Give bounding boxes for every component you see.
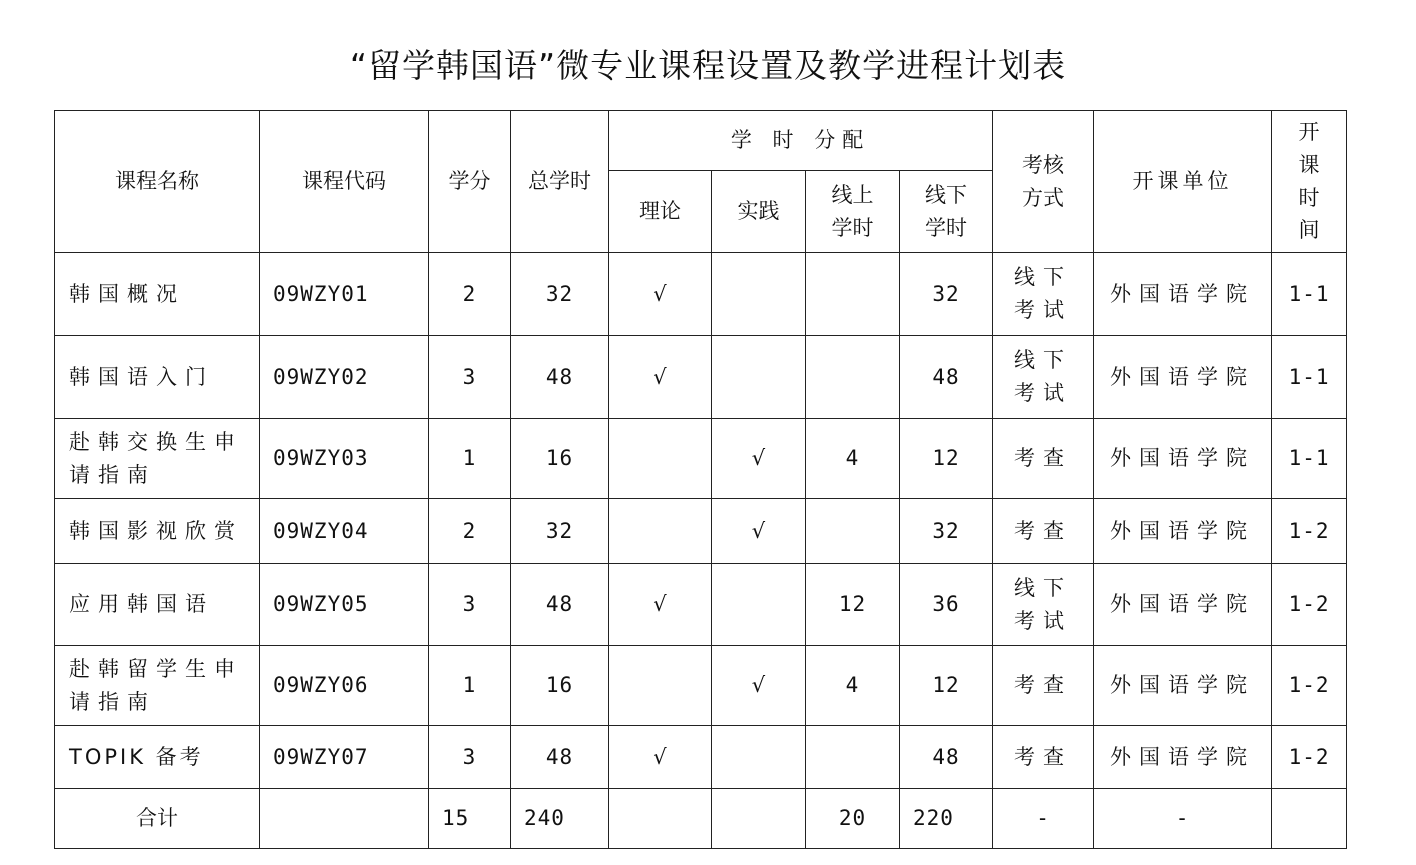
- offering-time-cell: 1-2: [1272, 564, 1347, 646]
- offline-hours-cell: 32: [900, 253, 993, 336]
- table-row: [55, 253, 1347, 336]
- exam-method-cell: 线下考试: [993, 564, 1094, 646]
- practice-cell: [712, 726, 806, 789]
- department-cell: 外国语学院: [1094, 564, 1272, 646]
- theory-cell: [609, 646, 712, 726]
- table-row: [55, 499, 1347, 564]
- table-row: [55, 564, 1347, 646]
- department-cell: 外国语学院: [1094, 253, 1272, 336]
- theory-cell: √: [609, 726, 712, 789]
- header-credits: 学分: [429, 111, 511, 253]
- course-name-cell: 赴韩留学生申请指南: [55, 646, 260, 726]
- course-code-cell: 09WZY04: [260, 499, 429, 564]
- practice-cell: √: [712, 419, 806, 499]
- online-hours-cell: [806, 336, 900, 419]
- total-exam-cell: -: [993, 789, 1094, 849]
- offline-hours-cell: 12: [900, 646, 993, 726]
- total-credits-cell: 15: [429, 789, 511, 849]
- online-hours-cell: 4: [806, 419, 900, 499]
- department-cell: 外国语学院: [1094, 419, 1272, 499]
- credits-cell: 2: [429, 253, 511, 336]
- header-online-line-2: 学时: [831, 215, 874, 240]
- exam-method-cell: 考查: [993, 646, 1094, 726]
- online-hours-cell: [806, 499, 900, 564]
- credits-cell: 2: [429, 499, 511, 564]
- department-cell: 外国语学院: [1094, 336, 1272, 419]
- theory-cell: [609, 499, 712, 564]
- course-name-cell: 韩国语入门: [55, 336, 260, 419]
- course-code-cell: 09WZY07: [260, 726, 429, 789]
- total-hours-total-cell: 240: [511, 789, 609, 849]
- course-name-cell: 韩国概况: [55, 253, 260, 336]
- total-hours-cell: 16: [511, 646, 609, 726]
- department-cell: 外国语学院: [1094, 726, 1272, 789]
- offline-hours-cell: 12: [900, 419, 993, 499]
- header-practice: 实践: [712, 171, 806, 253]
- page-title: “留学韩国语”微专业课程设置及教学进程计划表: [349, 46, 1067, 85]
- practice-cell: √: [712, 499, 806, 564]
- header-offering-time: [1272, 111, 1347, 253]
- header-exam-line-2: 方式: [1022, 185, 1065, 210]
- total-hours-cell: 48: [511, 564, 609, 646]
- header-department: 开课单位: [1094, 111, 1272, 253]
- offline-hours-cell: 36: [900, 564, 993, 646]
- practice-cell: [712, 336, 806, 419]
- course-schedule-table: [54, 110, 1347, 849]
- course-name-cell: 赴韩交换生申请指南: [55, 419, 260, 499]
- total-hours-cell: 32: [511, 253, 609, 336]
- offering-time-cell: 1-1: [1272, 419, 1347, 499]
- course-code-cell: 09WZY01: [260, 253, 429, 336]
- header-time-char-1: 开: [1298, 120, 1320, 145]
- header-offline-hours: [900, 171, 993, 253]
- table-row: [55, 726, 1347, 789]
- total-hours-cell: 16: [511, 419, 609, 499]
- exam-method-cell: 考查: [993, 726, 1094, 789]
- total-hours-cell: 48: [511, 726, 609, 789]
- online-hours-cell: [806, 726, 900, 789]
- exam-method-cell: 线下考试: [993, 336, 1094, 419]
- department-cell: 外国语学院: [1094, 646, 1272, 726]
- header-total-hours: 总学时: [511, 111, 609, 253]
- table-row: [55, 646, 1347, 726]
- header-exam-line-1: 考核: [1022, 152, 1065, 177]
- course-code-cell: 09WZY02: [260, 336, 429, 419]
- offline-hours-cell: 32: [900, 499, 993, 564]
- header-hours-allocation: 学 时 分配: [609, 111, 993, 171]
- department-cell: 外国语学院: [1094, 499, 1272, 564]
- header-online-hours: [806, 171, 900, 253]
- online-hours-cell: 4: [806, 646, 900, 726]
- offering-time-cell: 1-2: [1272, 726, 1347, 789]
- header-exam-method: [993, 111, 1094, 253]
- total-label-cell: 合计: [55, 789, 260, 849]
- total-time-cell: [1272, 789, 1347, 849]
- total-code-cell: [260, 789, 429, 849]
- course-code-cell: 09WZY03: [260, 419, 429, 499]
- offering-time-cell: 1-1: [1272, 336, 1347, 419]
- credits-cell: 1: [429, 419, 511, 499]
- course-name-cell: 韩国影视欣赏: [55, 499, 260, 564]
- header-time-char-3: 时: [1298, 185, 1320, 210]
- header-time-char-4: 间: [1298, 218, 1320, 243]
- header-row-1: [55, 111, 1347, 171]
- course-name-cell: 应用韩国语: [55, 564, 260, 646]
- theory-cell: √: [609, 336, 712, 419]
- credits-cell: 3: [429, 726, 511, 789]
- header-online-line-1: 线上: [831, 182, 874, 207]
- exam-method-cell: 考查: [993, 499, 1094, 564]
- online-hours-cell: 12: [806, 564, 900, 646]
- online-hours-cell: [806, 253, 900, 336]
- header-offline-line-2: 学时: [925, 215, 968, 240]
- total-offline-cell: 220: [900, 789, 993, 849]
- course-code-cell: 09WZY05: [260, 564, 429, 646]
- total-online-cell: 20: [806, 789, 900, 849]
- theory-cell: √: [609, 253, 712, 336]
- offering-time-cell: 1-2: [1272, 499, 1347, 564]
- theory-cell: √: [609, 564, 712, 646]
- offline-hours-cell: 48: [900, 336, 993, 419]
- course-name-cell: TOPIK 备考: [55, 726, 260, 789]
- theory-cell: [609, 419, 712, 499]
- credits-cell: 3: [429, 336, 511, 419]
- table-row: [55, 336, 1347, 419]
- credits-cell: 3: [429, 564, 511, 646]
- course-code-cell: 09WZY06: [260, 646, 429, 726]
- header-time-char-2: 课: [1298, 152, 1320, 177]
- practice-cell: [712, 564, 806, 646]
- header-course-name: 课程名称: [55, 111, 260, 253]
- total-practice-cell: [712, 789, 806, 849]
- total-row: [55, 789, 1347, 849]
- exam-method-cell: 线下考试: [993, 253, 1094, 336]
- practice-cell: √: [712, 646, 806, 726]
- credits-cell: 1: [429, 646, 511, 726]
- offering-time-cell: 1-2: [1272, 646, 1347, 726]
- total-theory-cell: [609, 789, 712, 849]
- header-course-code: 课程代码: [260, 111, 429, 253]
- table-row: [55, 419, 1347, 499]
- total-hours-cell: 48: [511, 336, 609, 419]
- header-offline-line-1: 线下: [925, 182, 968, 207]
- total-dept-cell: -: [1094, 789, 1272, 849]
- practice-cell: [712, 253, 806, 336]
- offline-hours-cell: 48: [900, 726, 993, 789]
- header-theory: 理论: [609, 171, 712, 253]
- exam-method-cell: 考查: [993, 419, 1094, 499]
- offering-time-cell: 1-1: [1272, 253, 1347, 336]
- total-hours-cell: 32: [511, 499, 609, 564]
